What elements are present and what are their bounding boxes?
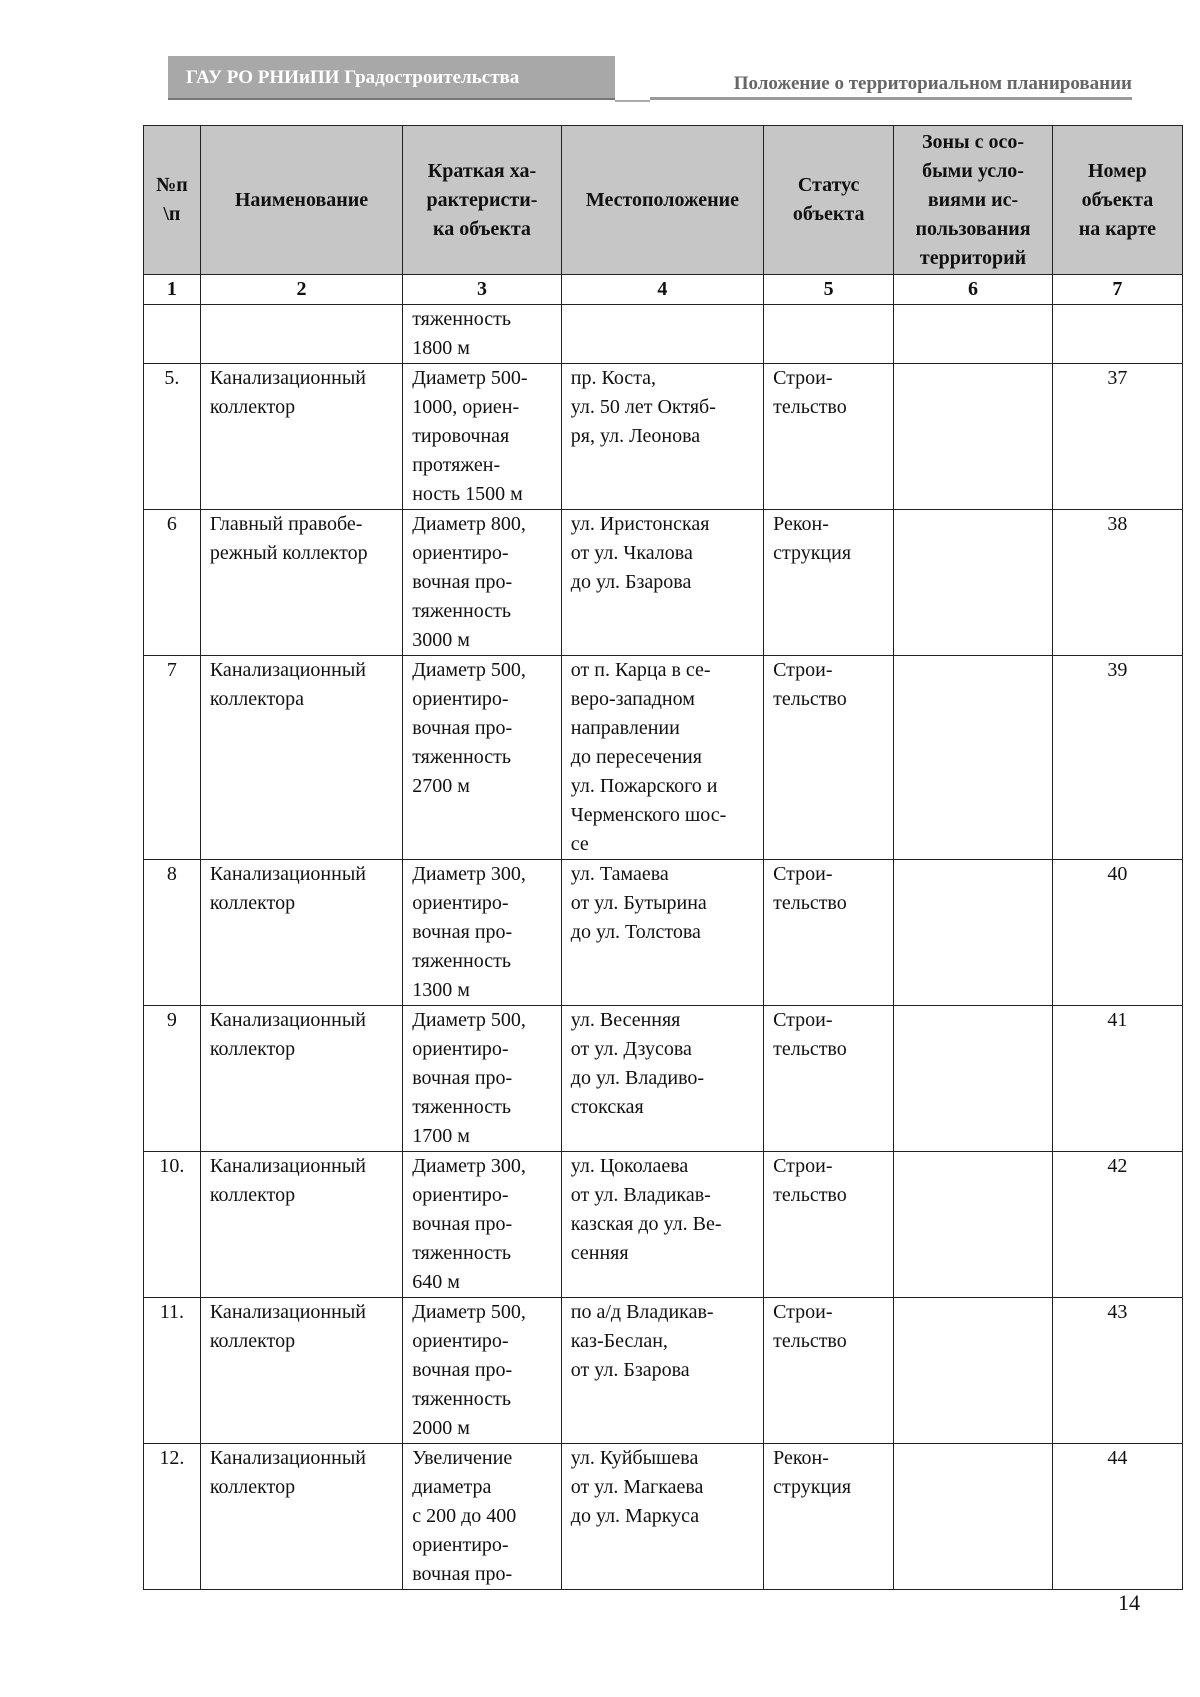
object-zones (894, 860, 1053, 1006)
object-location: ул. Иристонская от ул. Чкалова до ул. Бзарова (561, 510, 763, 656)
row-number: 11. (144, 1298, 201, 1444)
object-description: Диаметр 300, ориентиро- вочная про- тяженность 1300 м (403, 860, 562, 1006)
object-zones (894, 510, 1053, 656)
object-name (200, 305, 402, 364)
table-row (144, 1152, 1183, 1298)
object-name: Канализационный коллектор (200, 1152, 402, 1298)
object-map-number: 38 (1052, 510, 1182, 656)
object-zones (894, 1152, 1053, 1298)
header-organization: ГАУ РО РНИиПИ Градостроительства (168, 56, 615, 100)
column-header-status: Статус объекта (764, 126, 894, 275)
object-name: Канализационный коллектора (200, 656, 402, 860)
object-location: ул. Тамаева от ул. Бутырина до ул. Толстова (561, 860, 763, 1006)
objects-table (143, 125, 1183, 1590)
object-zones (894, 656, 1053, 860)
row-number: 8 (144, 860, 201, 1006)
object-description: Увеличение диаметра с 200 до 400 ориентиро- вочная про- (403, 1444, 562, 1590)
object-name: Канализационный коллектор (200, 860, 402, 1006)
object-map-number: 42 (1052, 1152, 1182, 1298)
table-row (144, 656, 1183, 860)
object-status: Рекон- струкция (764, 510, 894, 656)
table-row (144, 510, 1183, 656)
column-numbers-row (144, 275, 1183, 305)
object-zones (894, 1006, 1053, 1152)
column-header-number: №п \п (144, 126, 201, 275)
object-status: Строи- тельство (764, 860, 894, 1006)
object-location: от п. Карца в се- веро-западном направлении до пересечения ул. Пожарского и Черменского шос- се (561, 656, 763, 860)
object-name: Канализационный коллектор (200, 1006, 402, 1152)
object-status: Строи- тельство (764, 1152, 894, 1298)
object-map-number: 43 (1052, 1298, 1182, 1444)
table-row (144, 1006, 1183, 1152)
column-header-map-number: Номер объекта на карте (1052, 126, 1182, 275)
object-zones (894, 305, 1053, 364)
column-header-description: Краткая ха- рактеристи- ка объекта (403, 126, 562, 275)
object-map-number (1052, 305, 1182, 364)
object-zones (894, 1444, 1053, 1590)
object-zones (894, 1298, 1053, 1444)
object-name: Канализационный коллектор (200, 364, 402, 510)
object-location: ул. Цоколаева от ул. Владикав- казская до ул. Ве- сенняя (561, 1152, 763, 1298)
object-name: Главный правобе- режный коллектор (200, 510, 402, 656)
object-status (764, 305, 894, 364)
object-map-number: 41 (1052, 1006, 1182, 1152)
table-row (144, 364, 1183, 510)
object-name: Канализационный коллектор (200, 1444, 402, 1590)
column-number: 4 (561, 275, 763, 305)
object-description: тяженность 1800 м (403, 305, 562, 364)
column-header-zones: Зоны с осо- быми усло- виями ис- пользования территорий (894, 126, 1053, 275)
column-number: 7 (1052, 275, 1182, 305)
object-status: Строи- тельство (764, 656, 894, 860)
header-divider (615, 100, 650, 102)
object-name: Канализационный коллектор (200, 1298, 402, 1444)
column-number: 3 (403, 275, 562, 305)
header-document-title: Положение о территориальном планировании (650, 68, 1132, 100)
column-number: 6 (894, 275, 1053, 305)
row-number: 7 (144, 656, 201, 860)
object-location (561, 305, 763, 364)
table-row (144, 1298, 1183, 1444)
row-number: 6 (144, 510, 201, 656)
object-description: Диаметр 500, ориентиро- вочная про- тяженность 2700 м (403, 656, 562, 860)
row-number: 10. (144, 1152, 201, 1298)
object-location: ул. Куйбышева от ул. Магкаева до ул. Маркуса (561, 1444, 763, 1590)
page-number: 14 (1118, 1590, 1140, 1615)
row-number: 9 (144, 1006, 201, 1152)
column-number: 5 (764, 275, 894, 305)
object-map-number: 39 (1052, 656, 1182, 860)
object-map-number: 44 (1052, 1444, 1182, 1590)
table-row (144, 860, 1183, 1006)
object-map-number: 40 (1052, 860, 1182, 1006)
row-number: 12. (144, 1444, 201, 1590)
object-location: по а/д Владикав- каз-Беслан, от ул. Бзарова (561, 1298, 763, 1444)
column-number: 1 (144, 275, 201, 305)
row-number: 5. (144, 364, 201, 510)
column-header-name: Наименование (200, 126, 402, 275)
column-number: 2 (200, 275, 402, 305)
object-description: Диаметр 500, ориентиро- вочная про- тяженность 2000 м (403, 1298, 562, 1444)
object-zones (894, 364, 1053, 510)
object-description: Диаметр 500- 1000, ориен- тировочная протяжен- ность 1500 м (403, 364, 562, 510)
object-location: ул. Весенняя от ул. Дзусова до ул. Владиво- стокская (561, 1006, 763, 1152)
object-description: Диаметр 800, ориентиро- вочная про- тяженность 3000 м (403, 510, 562, 656)
object-location: пр. Коста, ул. 50 лет Октяб- ря, ул. Леонова (561, 364, 763, 510)
table-row (144, 1444, 1183, 1590)
object-status: Строи- тельство (764, 364, 894, 510)
object-description: Диаметр 300, ориентиро- вочная про- тяженность 640 м (403, 1152, 562, 1298)
object-status: Строи- тельство (764, 1006, 894, 1152)
object-status: Строи- тельство (764, 1298, 894, 1444)
row-number (144, 305, 201, 364)
object-status: Рекон- струкция (764, 1444, 894, 1590)
table-header-row (144, 126, 1183, 275)
object-description: Диаметр 500, ориентиро- вочная про- тяженность 1700 м (403, 1006, 562, 1152)
table-row (144, 305, 1183, 364)
object-map-number: 37 (1052, 364, 1182, 510)
column-header-location: Местоположение (561, 126, 763, 275)
